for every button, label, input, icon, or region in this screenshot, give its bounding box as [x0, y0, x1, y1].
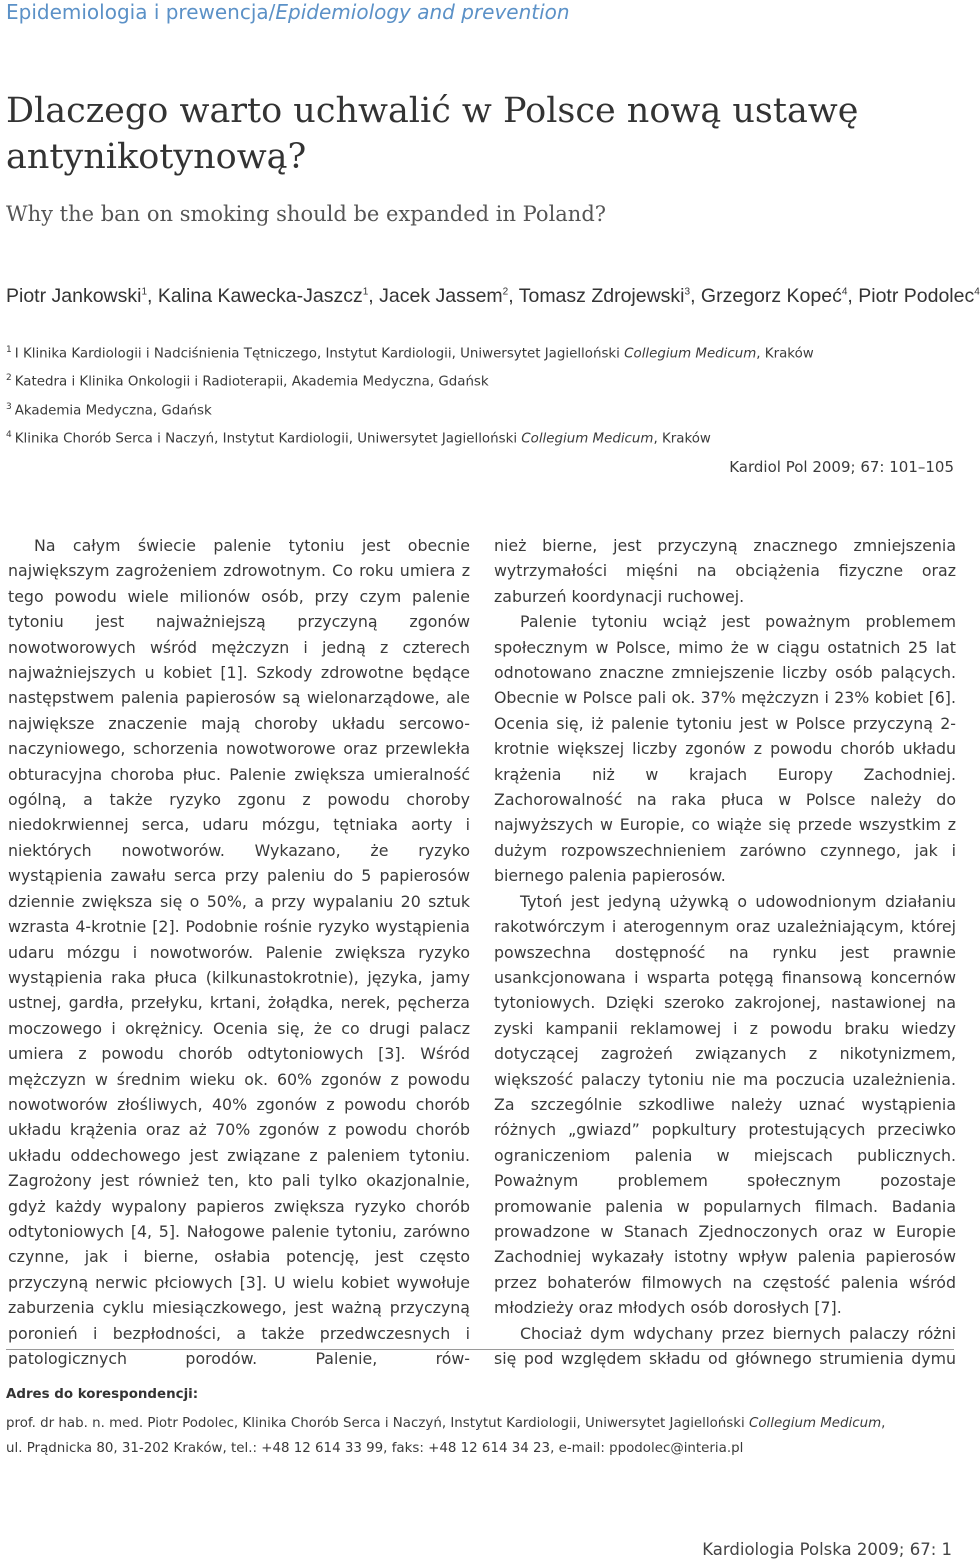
- body-paragraph: Tytoń jest jedyną używką o udowodnionym działaniu rakotwórczym i aterogennym oraz uzależniającym, której powszechna dostępność na rynku jest prawnie usankcjonowana i wsparta potęgą finansową koncernów tytoniowych. Dzięki szeroko zakrojonej, nastawionej na zyski kampanii reklamowej i z powodu braku wiedzy dotyczącej zagrożeń związanych z nikotynizmem, większość palaczy tytoniu nie ma poczucia uzależnienia. Za szczególnie szkodliwe należy uznać wystąpienia różnych „gwiazd” popkultury protestujących przeciwko ograniczeniom palenia w miejscach publicznych. Poważnym problemem społecznym pozostaje promowanie palenia w popularnych filmach. Badania prowadzone w Stanach Zjednoczonych oraz w Europie Zachodniej wykazały istotny wpływ palenia papierosów przez bohaterów filmowych na częstość palenia wśród młodzieży oraz młodych osób dorosłych [7].: [494, 891, 956, 1318]
- affiliation: $^1$ I Klinika Kardiologii i Nadciśnienia Tętniczego, Instytut Kardiologii, Uniwersytet Jagielloński Collegium Medicum, Kraków: [6, 345, 814, 362]
- affiliation: $^2$ Katedra i Klinika Onkologii i Radioterapii, Akademia Medyczna, Gdańsk: [6, 373, 489, 390]
- author: Kalina Kawecka-Jaszcz$^1$,: [157, 285, 380, 307]
- author: Piotr Podolec$^4$: [858, 285, 980, 307]
- affiliation-list: [6, 338, 956, 452]
- body-column-right: [494, 533, 956, 1371]
- correspondence-line: ul. Prądnicka 80, 31-202 Kraków, tel.: +48 12 614 33 99, faks: +48 12 614 34 23, e-mail: ppodolec@interia.pl: [6, 1441, 744, 1456]
- body-paragraph: Na całym świecie palenie tytoniu jest obecnie największym zagrożeniem zdrowotnym. Co roku umiera z tego powodu wiele milionów osób, przy czym palenie tytoniu jest najważniejszą przyczyną zgonów nowotworowych wśród mężczyzn i jedną z czterech najważniejszych u kobiet [1]. Szkody zdrowotne będące następstwem palenia papierosów są wielonarządowe, ale największe znaczenie mają choroby układu sercowo-naczyniowego, schorzenia nowotworowe oraz przewlekła obturacyjna choroba płuc. Palenie zwiększa umieralność ogólną, a także ryzyko zgonu z powodu choroby niedokrwiennej serca, udaru mózgu, tętniaka aorty i niektórych nowotworów. Wykazano, że ryzyko wystąpienia zawału serca przy paleniu do 5 papierosów dziennie zwiększa się o 50%, a przy wypalaniu 20 sztuk wzrasta 4-krotnie [2]. Podobnie rośnie ryzyko wystąpienia udaru mózgu i nowotworów. Palenie zwiększa ryzyko wystąpienia raka płuca (kilkunastokrotnie), języka, jamy ustnej, gardła, przełyku, krtani, żołądka, nerek, pęcherza moczowego i okrężnicy. Ocenia się, że co drugi palacz umiera z powodu chorób odtytoniowych [3]. Wśród mężczyzn w średnim wieku ok. 60% zgonów z powodu nowotworów złośliwych, 40% zgonów z powodu chorób układu krążenia oraz aż 70% zgonów z powodu chorób układu oddechowego jest związane z paleniem tytoniu. Zagrożony jest również ten, kto pali tylko okazjonalnie, gdyż każdy wypalony papieros zwiększa ryzyko chorób odtytoniowych [4, 5]. Nałogowe palenie tytoniu, zarówno czynne, jak i bierne, osłabia potencję, jest często przyczyną nerwic płciowych [3]. U wielu kobiet wywołuje zaburzenia cyklu miesiączkowego, jest ważną przyczyną poronień i bezpłodności, a także przedwczesnych i patologicznych porodów. Palenie, rów-: [8, 536, 470, 1368]
- footnote-divider: [6, 1349, 954, 1350]
- section-label-en: Epidemiology and prevention: [275, 0, 570, 24]
- author: Grzegorz Kopeć$^4$,: [700, 285, 859, 307]
- journal-citation: Kardiol Pol 2009; 67: 101–105: [729, 458, 954, 476]
- body-paragraph: nież bierne, jest przyczyną znacznego zmniejszenia wytrzymałości mięśni na obciążenia fizyczne oraz zaburzeń koordynacji ruchowej.: [494, 536, 956, 606]
- correspondence-address: [6, 1411, 956, 1461]
- body-column-left: [8, 533, 470, 1371]
- body-paragraph: Chociaż dym wdychany przez biernych palaczy różni się pod względem składu od głównego strumienia dymu: [494, 1323, 956, 1368]
- article-subtitle: Why the ban on smoking should be expanded in Poland?: [6, 202, 607, 226]
- affiliation: $^4$ Klinika Chorób Serca i Naczyń, Instytut Kardiologii, Uniwersytet Jagielloński Collegium Medicum, Kraków: [6, 430, 711, 447]
- author: Tomasz Zdrojewski$^3$,: [518, 285, 701, 307]
- section-label-pl: Epidemiologia i prewencja/: [6, 0, 276, 24]
- correspondence-heading: Adres do korespondencji:: [6, 1387, 199, 1402]
- author: Jacek Jassem$^2$,: [379, 285, 519, 307]
- section-header: [6, 0, 570, 24]
- body-paragraph: Palenie tytoniu wciąż jest poważnym problemem społecznym w Polsce, mimo że w ciągu ostatnich 25 lat odnotowano znaczne zmniejszenie liczby osób palących. Obecnie w Polsce pali ok. 37% mężczyzn i 23% kobiet [6]. Ocenia się, iż palenie tytoniu jest w Polsce przyczyną 2-krotnie większej liczby zgonów z powodu chorób układu krążenia niż w krajach Europy Zachodniej. Zachorowalność na raka płuca w Polsce należy do najwyższych w Europie, co wiąże się przede wszystkim z dużym rozpowszechnieniem zarówno czynnego, jak i biernego palenia papierosów.: [494, 612, 956, 886]
- article-title: Dlaczego warto uchwalić w Polsce nową ustawę antynikotynową?: [6, 91, 859, 177]
- author: Piotr Jankowski$^1$,: [6, 285, 158, 307]
- affiliation: $^3$ Akademia Medyczna, Gdańsk: [6, 401, 212, 419]
- page-footer: Kardiologia Polska 2009; 67: 1: [702, 1540, 952, 1559]
- correspondence-line: prof. dr hab. n. med. Piotr Podolec, Klinika Chorób Serca i Naczyń, Instytut Kardiologii, Uniwersytet Jagielloński Collegium Medicum,: [6, 1416, 886, 1431]
- author-list: [6, 285, 980, 308]
